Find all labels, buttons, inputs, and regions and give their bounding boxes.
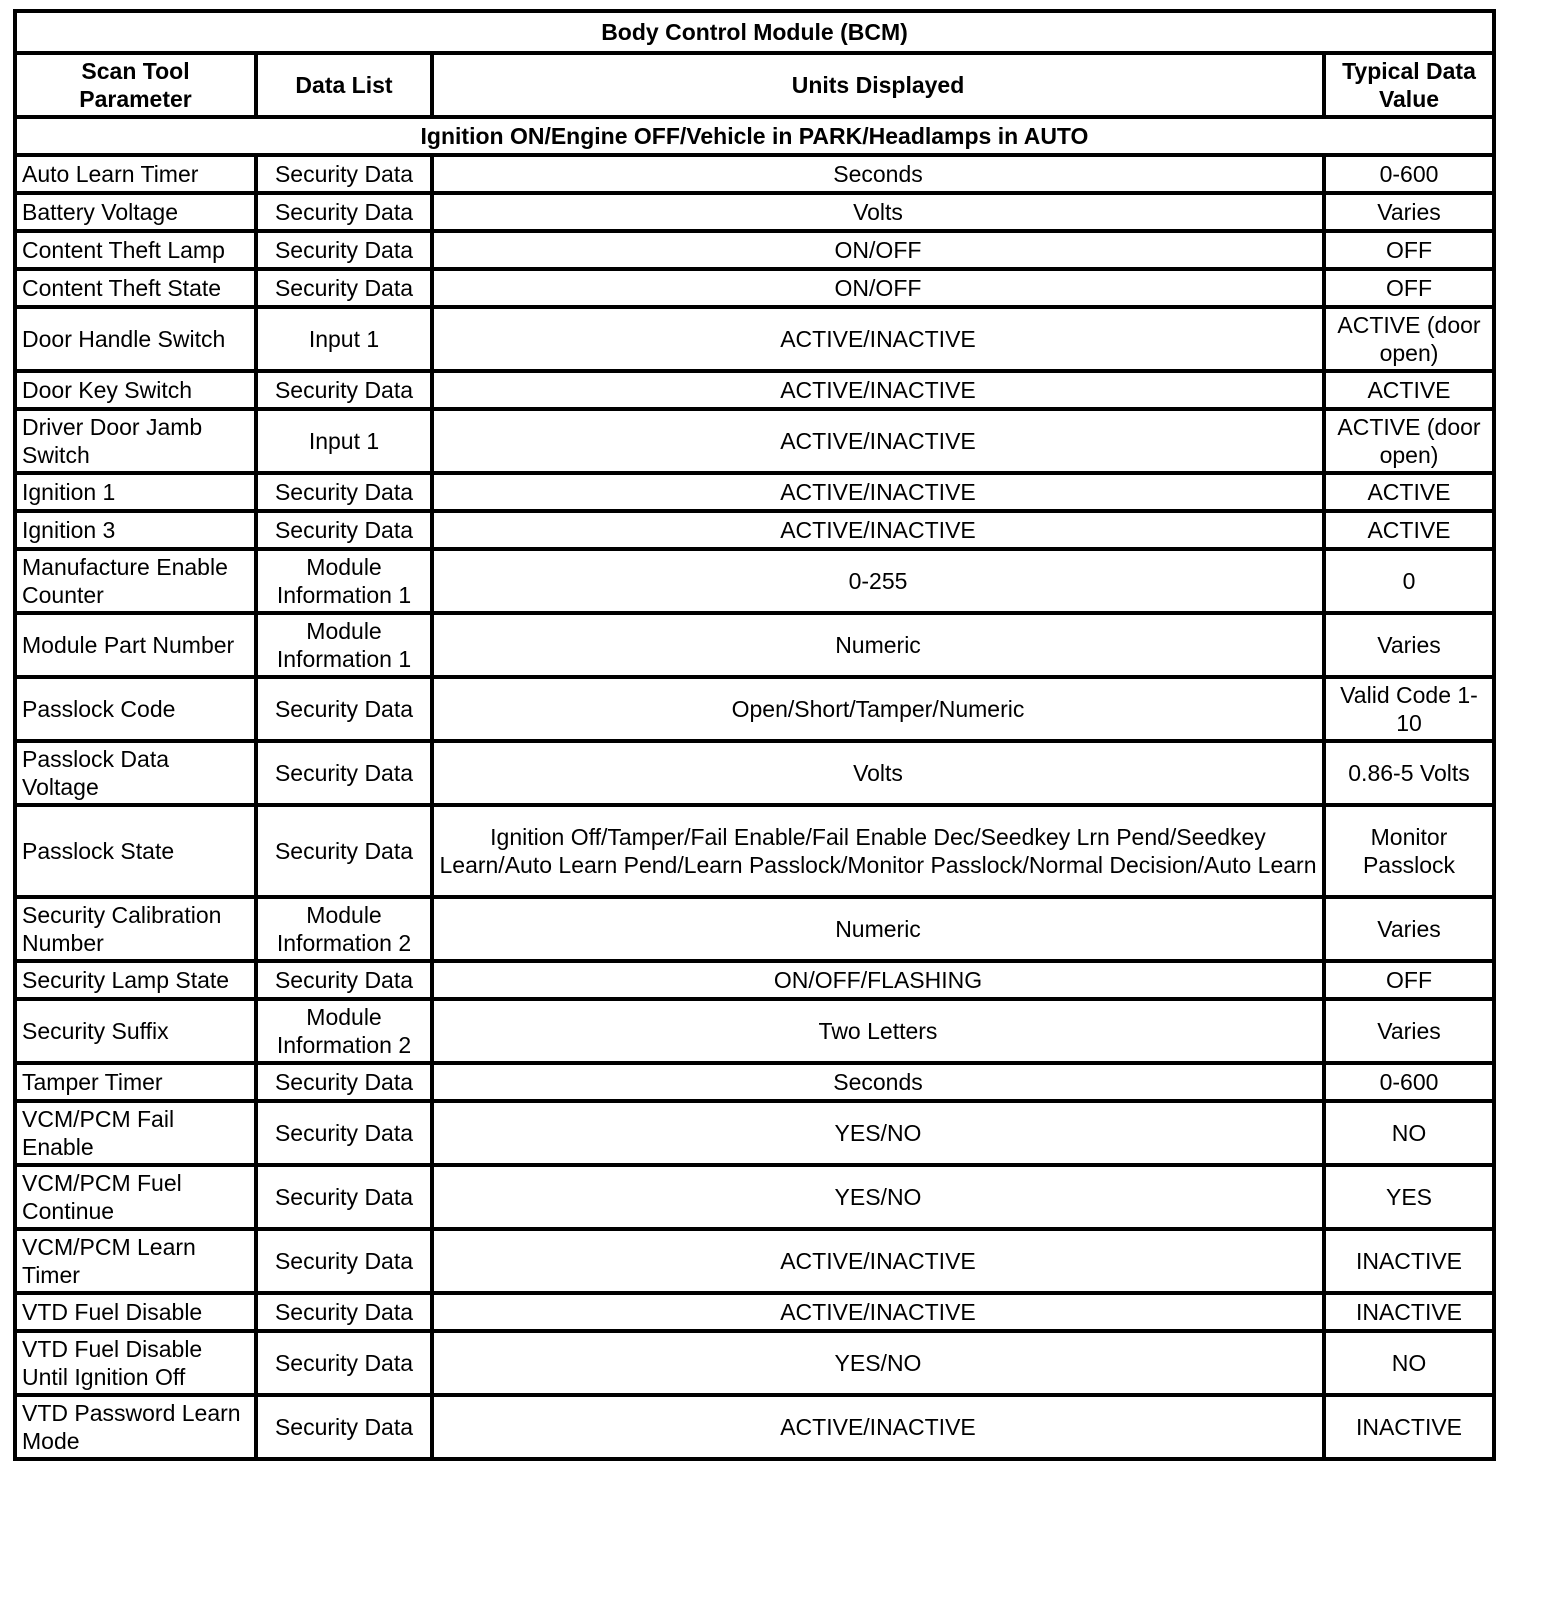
table-row: [15, 1229, 1494, 1293]
typical-value-cell: NO: [1324, 1101, 1494, 1165]
table-row: [15, 1165, 1494, 1229]
table-row: [15, 613, 1494, 677]
data-list-cell: Security Data: [256, 231, 432, 269]
typical-value-cell: Varies: [1324, 613, 1494, 677]
table-row: [15, 741, 1494, 805]
table-row: [15, 231, 1494, 269]
data-list-cell: Security Data: [256, 1331, 432, 1395]
data-list-cell: Security Data: [256, 155, 432, 193]
parameter-cell: Driver Door Jamb Switch: [15, 409, 256, 473]
table-row: [15, 1293, 1494, 1331]
units-cell: Seconds: [432, 155, 1324, 193]
table-row: [15, 897, 1494, 961]
data-list-cell: Security Data: [256, 1293, 432, 1331]
parameter-cell: Passlock Data Voltage: [15, 741, 256, 805]
data-list-cell: Input 1: [256, 307, 432, 371]
data-list-cell: Security Data: [256, 1229, 432, 1293]
typical-value-cell: ACTIVE: [1324, 511, 1494, 549]
units-cell: YES/NO: [432, 1101, 1324, 1165]
parameter-cell: Content Theft State: [15, 269, 256, 307]
units-cell: Numeric: [432, 897, 1324, 961]
units-cell: Volts: [432, 741, 1324, 805]
typical-value-cell: OFF: [1324, 961, 1494, 999]
data-list-cell: Module Information 2: [256, 999, 432, 1063]
table-title: Body Control Module (BCM): [15, 11, 1494, 53]
parameter-cell: VTD Fuel Disable: [15, 1293, 256, 1331]
units-cell: Volts: [432, 193, 1324, 231]
units-cell: Numeric: [432, 613, 1324, 677]
units-cell: 0-255: [432, 549, 1324, 613]
units-cell: ON/OFF: [432, 231, 1324, 269]
parameter-cell: VCM/PCM Fail Enable: [15, 1101, 256, 1165]
typical-value-cell: OFF: [1324, 231, 1494, 269]
data-list-cell: Security Data: [256, 1063, 432, 1101]
units-cell: ACTIVE/INACTIVE: [432, 473, 1324, 511]
table-row: [15, 193, 1494, 231]
table-row: [15, 473, 1494, 511]
data-list-cell: Security Data: [256, 741, 432, 805]
parameter-cell: Ignition 1: [15, 473, 256, 511]
parameter-cell: VCM/PCM Learn Timer: [15, 1229, 256, 1293]
table-row: [15, 307, 1494, 371]
typical-value-cell: OFF: [1324, 269, 1494, 307]
column-header-typical-value: Typical Data Value: [1324, 53, 1494, 117]
table-row: [15, 409, 1494, 473]
data-list-cell: Security Data: [256, 1165, 432, 1229]
data-list-cell: Security Data: [256, 1395, 432, 1459]
units-cell: ACTIVE/INACTIVE: [432, 409, 1324, 473]
typical-value-cell: Monitor Passlock: [1324, 805, 1494, 897]
units-cell: YES/NO: [432, 1165, 1324, 1229]
table-row: [15, 269, 1494, 307]
parameter-cell: VCM/PCM Fuel Continue: [15, 1165, 256, 1229]
table-row: [15, 155, 1494, 193]
data-list-cell: Security Data: [256, 269, 432, 307]
parameter-cell: Security Lamp State: [15, 961, 256, 999]
table-row: [15, 1395, 1494, 1459]
parameter-cell: Passlock Code: [15, 677, 256, 741]
units-cell: ACTIVE/INACTIVE: [432, 307, 1324, 371]
units-cell: ACTIVE/INACTIVE: [432, 1229, 1324, 1293]
table-row: [15, 549, 1494, 613]
data-list-cell: Security Data: [256, 1101, 432, 1165]
data-list-cell: Security Data: [256, 193, 432, 231]
data-list-cell: Security Data: [256, 371, 432, 409]
typical-value-cell: YES: [1324, 1165, 1494, 1229]
units-cell: YES/NO: [432, 1331, 1324, 1395]
typical-value-cell: Varies: [1324, 897, 1494, 961]
typical-value-cell: INACTIVE: [1324, 1395, 1494, 1459]
condition-row: Ignition ON/Engine OFF/Vehicle in PARK/Headlamps in AUTO: [15, 117, 1494, 155]
typical-value-cell: 0-600: [1324, 1063, 1494, 1101]
parameter-cell: Ignition 3: [15, 511, 256, 549]
units-cell: ON/OFF/FLASHING: [432, 961, 1324, 999]
parameter-cell: VTD Password Learn Mode: [15, 1395, 256, 1459]
typical-value-cell: ACTIVE: [1324, 473, 1494, 511]
table-row: [15, 999, 1494, 1063]
table-row: [15, 677, 1494, 741]
table-body: [15, 155, 1494, 1459]
typical-value-cell: 0.86-5 Volts: [1324, 741, 1494, 805]
units-cell: Seconds: [432, 1063, 1324, 1101]
data-list-cell: Module Information 2: [256, 897, 432, 961]
parameter-cell: Manufacture Enable Counter: [15, 549, 256, 613]
typical-value-cell: 0: [1324, 549, 1494, 613]
table-row: [15, 1101, 1494, 1165]
table-row: [15, 511, 1494, 549]
units-cell: ACTIVE/INACTIVE: [432, 511, 1324, 549]
units-cell: ACTIVE/INACTIVE: [432, 1293, 1324, 1331]
parameter-cell: Door Key Switch: [15, 371, 256, 409]
bcm-data-table: [13, 9, 1496, 1461]
parameter-cell: Auto Learn Timer: [15, 155, 256, 193]
units-cell: ACTIVE/INACTIVE: [432, 371, 1324, 409]
units-cell: Two Letters: [432, 999, 1324, 1063]
typical-value-cell: Varies: [1324, 999, 1494, 1063]
data-list-cell: Security Data: [256, 473, 432, 511]
parameter-cell: Module Part Number: [15, 613, 256, 677]
typical-value-cell: INACTIVE: [1324, 1293, 1494, 1331]
column-header-parameter: Scan Tool Parameter: [15, 53, 256, 117]
typical-value-cell: 0-600: [1324, 155, 1494, 193]
data-list-cell: Security Data: [256, 677, 432, 741]
typical-value-cell: ACTIVE: [1324, 371, 1494, 409]
parameter-cell: VTD Fuel Disable Until Ignition Off: [15, 1331, 256, 1395]
parameter-cell: Tamper Timer: [15, 1063, 256, 1101]
parameter-cell: Security Suffix: [15, 999, 256, 1063]
parameter-cell: Battery Voltage: [15, 193, 256, 231]
table-row: [15, 1063, 1494, 1101]
data-list-cell: Security Data: [256, 961, 432, 999]
parameter-cell: Door Handle Switch: [15, 307, 256, 371]
parameter-cell: Security Calibration Number: [15, 897, 256, 961]
parameter-cell: Content Theft Lamp: [15, 231, 256, 269]
typical-value-cell: ACTIVE (door open): [1324, 409, 1494, 473]
table-row: [15, 805, 1494, 897]
typical-value-cell: ACTIVE (door open): [1324, 307, 1494, 371]
typical-value-cell: Valid Code 1-10: [1324, 677, 1494, 741]
table-row: [15, 961, 1494, 999]
column-header-units: Units Displayed: [432, 53, 1324, 117]
data-list-cell: Module Information 1: [256, 549, 432, 613]
data-list-cell: Security Data: [256, 511, 432, 549]
parameter-cell: Passlock State: [15, 805, 256, 897]
units-cell: ON/OFF: [432, 269, 1324, 307]
units-cell: ACTIVE/INACTIVE: [432, 1395, 1324, 1459]
data-list-cell: Security Data: [256, 805, 432, 897]
units-cell: Ignition Off/Tamper/Fail Enable/Fail Enable Dec/Seedkey Lrn Pend/Seedkey Learn/Auto Learn Pend/Learn Passlock/Monitor Passlock/Normal Decision/Auto Learn: [432, 805, 1324, 897]
typical-value-cell: Varies: [1324, 193, 1494, 231]
column-header-data-list: Data List: [256, 53, 432, 117]
data-list-cell: Module Information 1: [256, 613, 432, 677]
typical-value-cell: NO: [1324, 1331, 1494, 1395]
table-row: [15, 371, 1494, 409]
typical-value-cell: INACTIVE: [1324, 1229, 1494, 1293]
data-list-cell: Input 1: [256, 409, 432, 473]
table-row: [15, 1331, 1494, 1395]
units-cell: Open/Short/Tamper/Numeric: [432, 677, 1324, 741]
